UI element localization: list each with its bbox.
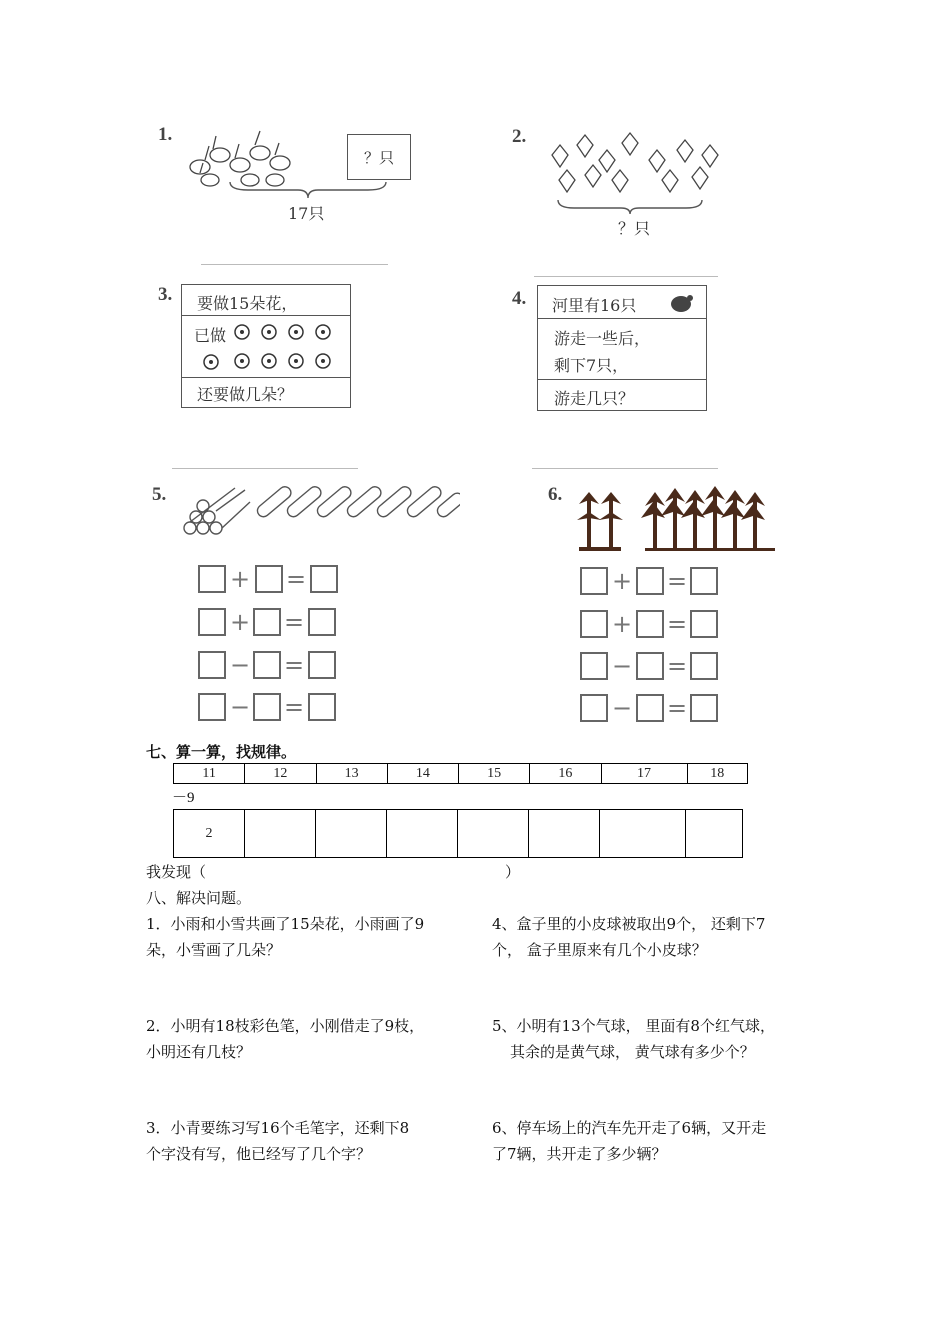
question-2-line-1: 2．小明有18枝彩色笔，小刚借走了9枝，	[146, 1017, 425, 1035]
answer-row-table	[173, 809, 743, 858]
number-cell: 18	[687, 764, 747, 784]
answer-box[interactable]	[580, 652, 608, 680]
answer-box[interactable]	[198, 608, 226, 636]
plus-sign: +	[611, 610, 633, 638]
fish-line-1: 河里有16只	[552, 296, 637, 315]
birds-illustration	[537, 125, 722, 200]
question-2-line-2: 小明还有几枝？	[146, 1043, 252, 1061]
minus-sign: −	[229, 693, 251, 721]
answer-cell[interactable]: 2	[174, 810, 245, 858]
answer-box[interactable]	[690, 694, 718, 722]
answer-box[interactable]	[198, 693, 226, 721]
answer-box[interactable]	[636, 694, 664, 722]
answer-line-3	[172, 468, 358, 469]
flower-problem-box	[181, 284, 351, 408]
answer-box[interactable]	[253, 608, 281, 636]
unknown-label-2: ？只	[618, 219, 651, 238]
operator-label: －9	[172, 790, 195, 806]
corn-plants-illustration	[575, 482, 785, 552]
section-7-title: 七、算一算，找规律。	[146, 743, 297, 761]
equals-sign: =	[285, 565, 307, 593]
answer-line-4	[532, 468, 718, 469]
answer-box[interactable]	[690, 567, 718, 595]
answer-box[interactable]	[636, 567, 664, 595]
fish-line-3: 剩下7只，	[554, 356, 629, 375]
answer-box[interactable]	[310, 565, 338, 593]
answer-box[interactable]	[636, 610, 664, 638]
number-row-table	[173, 763, 748, 784]
equals-sign: =	[283, 608, 305, 636]
question-1-line-2: 朵，小雪画了几朵？	[146, 941, 282, 959]
answer-cell[interactable]	[245, 810, 316, 858]
number-cell: 16	[530, 764, 601, 784]
answer-box[interactable]	[308, 608, 336, 636]
problem-1-number: 1.	[158, 124, 173, 145]
question-4-line-1: 4、盒子里的小皮球被取出9个， 还剩下7	[492, 915, 766, 933]
answer-cell[interactable]	[600, 810, 686, 858]
number-cell: 14	[387, 764, 458, 784]
answer-line-2	[534, 276, 718, 277]
problem-6-number: 6.	[548, 484, 563, 505]
section-8-title: 八、解决问题。	[146, 889, 252, 907]
minus-sign: −	[229, 651, 251, 679]
problem-3-number: 3.	[158, 284, 173, 305]
plus-sign: +	[611, 567, 633, 595]
question-5-line-2: 其余的是黄气球， 黄气球有多少个？	[510, 1043, 755, 1061]
problem-5-number: 5.	[152, 484, 167, 505]
fish-line-2: 游走一些后，	[554, 329, 651, 348]
number-cell: 11	[174, 764, 245, 784]
answer-box[interactable]	[580, 567, 608, 595]
answer-cell[interactable]	[387, 810, 458, 858]
answer-cell[interactable]	[316, 810, 387, 858]
equals-sign: =	[666, 610, 688, 638]
minus-sign: −	[611, 652, 633, 680]
answer-box[interactable]	[580, 610, 608, 638]
flower-icon	[200, 351, 222, 373]
flower-line-1: 要做15朵花，	[197, 294, 298, 313]
answer-box[interactable]	[308, 693, 336, 721]
total-label: 17只	[288, 204, 325, 223]
total-brace	[228, 180, 390, 200]
equals-sign: =	[666, 652, 688, 680]
number-cell: 13	[316, 764, 387, 784]
question-5-line-1: 5、小明有13个气球， 里面有8个红气球，	[492, 1017, 775, 1035]
equals-sign: =	[283, 693, 305, 721]
fish-line-4: 游走几只？	[554, 389, 635, 408]
total-brace-2	[556, 198, 706, 216]
unknown-box	[347, 134, 411, 180]
answer-box[interactable]	[580, 694, 608, 722]
question-6-line-1: 6、停车场上的汽车先开走了6辆，又开走	[492, 1119, 767, 1137]
question-6-line-2: 了7辆，共开走了多少辆？	[492, 1145, 667, 1163]
equals-sign: =	[666, 567, 688, 595]
answer-cell[interactable]	[686, 810, 743, 858]
discover-close: ）	[505, 863, 521, 881]
question-3-line-1: 3．小青要练习写16个毛笔字，还剩下8	[146, 1119, 410, 1137]
answer-line-1	[201, 264, 388, 265]
question-4-line-2: 个， 盒子里原来有几个小皮球？	[492, 941, 707, 959]
discover-label: 我发现（	[146, 863, 207, 881]
answer-box[interactable]	[308, 651, 336, 679]
number-cell: 17	[601, 764, 687, 784]
logs-illustration	[180, 480, 460, 540]
flower-line-3: 还要做几朵？	[197, 385, 294, 404]
answer-cell[interactable]	[458, 810, 529, 858]
equals-sign: =	[666, 694, 688, 722]
number-cell: 15	[459, 764, 530, 784]
answer-box[interactable]	[690, 652, 718, 680]
question-3-line-2: 个字没有写，他已经写了几个字？	[146, 1145, 372, 1163]
answer-box[interactable]	[690, 610, 718, 638]
problem-2-number: 2.	[512, 126, 527, 147]
flower-line-2: 已做	[194, 326, 227, 345]
flowers-illustration	[232, 321, 347, 379]
minus-sign: −	[611, 694, 633, 722]
answer-box[interactable]	[636, 652, 664, 680]
problem-4-number: 4.	[512, 288, 527, 309]
fish-problem-box	[537, 285, 707, 411]
answer-box[interactable]	[253, 651, 281, 679]
question-1-line-1: 1．小雨和小雪共画了15朵花，小雨画了9	[146, 915, 425, 933]
answer-box[interactable]	[198, 651, 226, 679]
plus-sign: +	[229, 608, 251, 636]
turtle-icon	[666, 289, 696, 317]
equals-sign: =	[283, 651, 305, 679]
answer-cell[interactable]	[529, 810, 600, 858]
answer-box[interactable]	[255, 565, 283, 593]
answer-box[interactable]	[198, 565, 226, 593]
answer-box[interactable]	[253, 693, 281, 721]
unknown-label: ？只	[364, 149, 395, 167]
number-cell: 12	[245, 764, 316, 784]
plus-sign: +	[229, 565, 251, 593]
